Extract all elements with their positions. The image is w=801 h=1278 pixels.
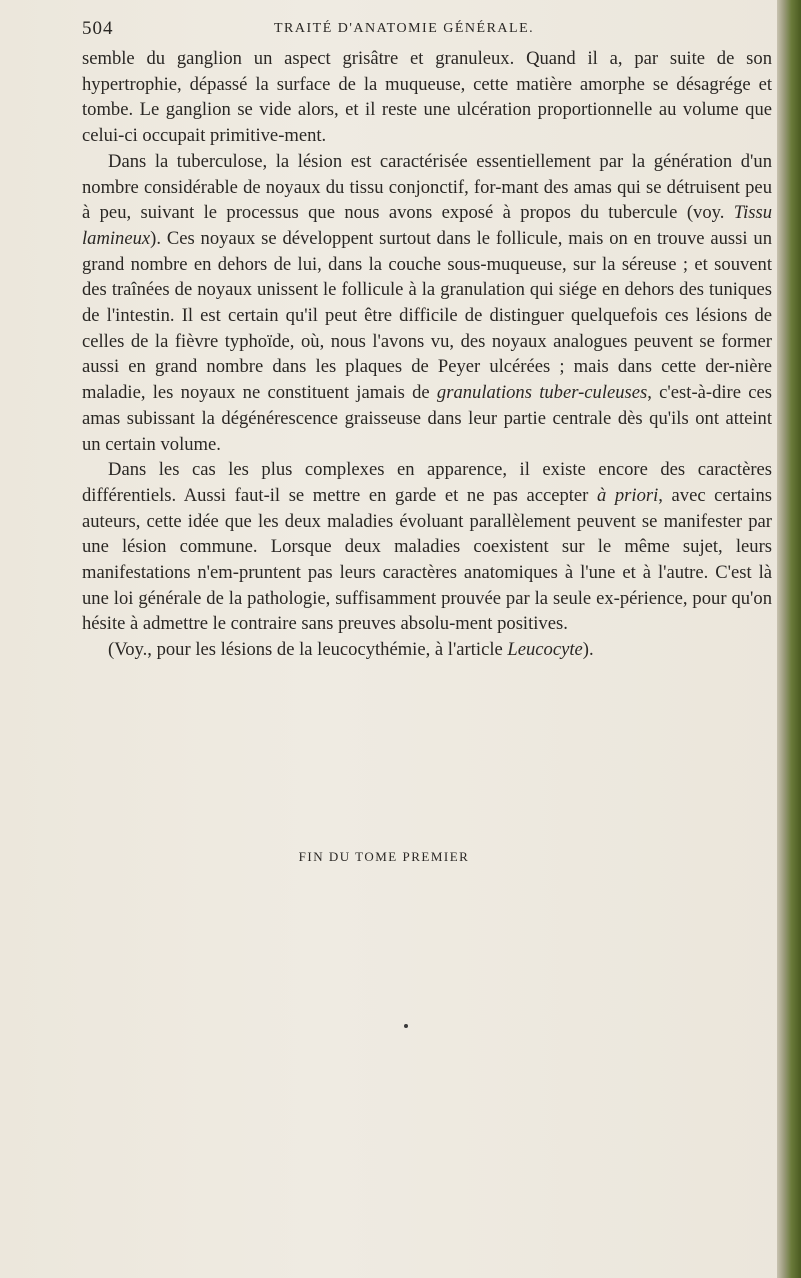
page-number: 504 (82, 18, 114, 39)
text-run: , c'est-à-dire ces amas subissant la dégénérescence graisseuse dans leur partie centrale dès qu'ils ont atteint un certain volume. (82, 382, 772, 455)
text-run: ). Ces noyaux se développent surtout dans le follicule, mais on en trouve aussi un grand nombre en dehors de lui, dans la couche sous-muqueuse, sur la séreuse ; et souvent des traînées de noyaux unissent le follicule à la granulation qui siége en dehors des tuniques de l'intestin. Il est certain qu'il peut être difficile de distinguer quelquefois ces lésions de celles de la fièvre typhoïde, où, nous l'avons vu, des noyaux analogues peuvent se former aussi en grand nombre dans les plaques de Peyer ulcérées ; mais dans cette der-nière maladie, les noyaux ne constituent jamais de (82, 227, 772, 404)
text-run: Dans la tuberculose, la lésion est caractérisée essentiellement par la génération d'un nombre considérable de noyaux du tissu conjonctif, for-mant des amas qui se détruisent peu à peu, suivant le processus que nous avons exposé à propos du tubercule (voy. (82, 150, 772, 224)
text-run: , avec certains auteurs, cette idée que les deux maladies évoluant parallèlement peuvent se manifester par une lésion commune. Lorsque deux maladies coexistent sur le même sujet, leurs manifestations n'em-pruntent pas leurs caractères anatomiques à l'une et à l'autre. C'est là une loi générale de la pathologie, suffisamment prouvée par la seule ex-périence, pour qu'on hésite à admettre le contraire sans preuves absolu-ment positives. (82, 484, 772, 635)
paragraph (82, 149, 772, 457)
italic-text: à priori (596, 484, 659, 506)
paragraph (82, 637, 772, 663)
paragraph (82, 457, 772, 637)
text-run: (Voy., pour les lésions de la leucocythémie, à l'article (108, 639, 508, 661)
text-run: ). (582, 639, 594, 661)
italic-text: Leucocyte (507, 639, 583, 661)
page-header (82, 18, 772, 40)
running-head: TRAITÉ D'ANATOMIE GÉNÉRALE. (274, 21, 535, 36)
end-of-volume-mark: FIN DU TOME PREMIER (298, 849, 470, 864)
text-run: Dans les cas les plus complexes en apparence, il existe encore des caractères différentiels. Aussi faut-il se mettre en garde et ne pas accepter (82, 459, 772, 506)
ink-speck (404, 1024, 408, 1028)
italic-text: granulations tuber-culeuses (436, 382, 648, 404)
italic-text: Tissu lamineux (82, 202, 772, 249)
text-run: semble du ganglion un aspect grisâtre et granuleux. Quand il a, par suite de son hypertrophie, dépassé la surface de la muqueuse, cette matière amorphe se désagrége et tombe. Le ganglion se vide alors, et il reste une ulcération proportionnelle au volume que celui-ci occupait primitive-ment. (82, 48, 772, 147)
paragraph (82, 46, 772, 149)
body-text (82, 46, 772, 663)
page-binding-edge (777, 0, 801, 1278)
